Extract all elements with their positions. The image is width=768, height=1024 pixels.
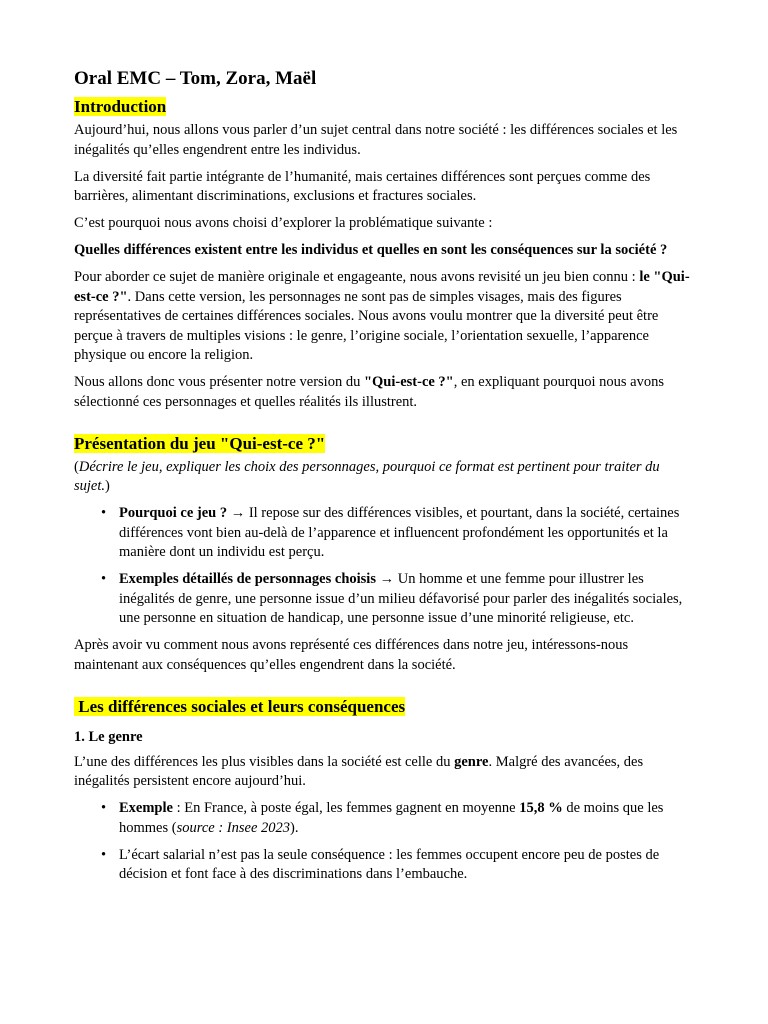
game-note-open: ( bbox=[74, 458, 79, 475]
example-text-a: : En France, à poste égal, les femmes gagnent en moyenne bbox=[172, 800, 520, 816]
heading-game-presentation: Présentation du jeu "Qui-est-ce ?" bbox=[74, 433, 326, 453]
heading-introduction: Introduction bbox=[74, 97, 167, 116]
intro-p4-bold: le "Qui-est-ce ?" bbox=[74, 269, 690, 305]
intro-p4-text-a: Pour aborder ce sujet de manière originale et engageante, nous avons revisité un jeu bien connu : bbox=[74, 269, 640, 285]
intro-p5-bold: "Qui-est-ce ?" bbox=[363, 374, 454, 390]
example-label: Exemple bbox=[119, 800, 173, 816]
gender-bullet-list bbox=[74, 799, 696, 885]
intro-paragraph-2: La diversité fait partie intégrante de l’humanité, mais certaines différences sont perçues comme des barrières, alimentant discriminations, exclusions et fractures sociales. bbox=[74, 168, 651, 204]
subheading-gender: 1. Le genre bbox=[74, 728, 143, 745]
example-percentage: 15,8 % bbox=[519, 800, 563, 816]
example-text-b: de moins que les hommes ( bbox=[119, 800, 664, 836]
intro-paragraph-5 bbox=[74, 373, 696, 412]
game-note-italic: Décrire le jeu, expliquer les choix des personnages, pourquoi ce format est pertinent pour traiter du sujet. bbox=[74, 458, 660, 494]
bullet-2-text: Un homme et une femme pour illustrer les inégalités de genre, une personne issue d’un milieu défavorisé pour parler des inégalités sociales, une personne en situation de handicap, une personne issue d’une minorité religieuse, etc. bbox=[119, 571, 683, 626]
bullet-marker: • bbox=[101, 571, 107, 587]
bullet-2-bold: Exemples détaillés de personnages choisis → bbox=[119, 571, 395, 587]
gender-paragraph bbox=[74, 753, 696, 792]
heading-social-differences: Les différences sociales et leurs conséquences bbox=[74, 696, 406, 716]
intro-paragraph-3: C’est pourquoi nous avons choisi d’explorer la problématique suivante : bbox=[74, 215, 493, 231]
gender-p-text-b: . Malgré des avancées, des inégalités persistent encore aujourd’hui. bbox=[74, 753, 644, 789]
intro-p4-text-b: . Dans cette version, les personnages ne sont pas de simples visages, mais des figures représentatives de certaines différences sociales. Nous avons voulu montrer que la diversité peut être perçue à travers de multiples visions : le genre, l’origine sociale, l’orientation sexuelle, l’apparence physique ou encore la religion. bbox=[74, 288, 659, 363]
game-bullet-list bbox=[74, 504, 696, 629]
problem-question: Quelles différences existent entre les individus et quelles en sont les conséquences sur la société ? bbox=[74, 242, 668, 258]
list-item bbox=[101, 504, 696, 563]
example-source: source : Insee 2023 bbox=[176, 819, 291, 836]
game-transition: Après avoir vu comment nous avons représenté ces différences dans notre jeu, intéressons-nous maintenant aux conséquences qu’elles engendrent dans la société. bbox=[74, 637, 629, 673]
intro-paragraph-1: Aujourd’hui, nous allons vous parler d’un sujet central dans notre société : les différences sociales et les inégalités qu’elles engendrent entre les individus. bbox=[74, 122, 678, 158]
intro-paragraph-4 bbox=[74, 268, 696, 366]
bullet-1-bold: Pourquoi ce jeu ? → bbox=[119, 505, 246, 521]
document-content bbox=[74, 66, 696, 892]
gender-p-bold: genre bbox=[454, 753, 489, 770]
intro-p5-text-a: Nous allons donc vous présenter notre version du bbox=[74, 374, 364, 390]
list-item bbox=[101, 846, 696, 885]
example-text-c: ). bbox=[290, 819, 299, 836]
bullet-marker: • bbox=[101, 800, 107, 816]
bullet-marker: • bbox=[101, 846, 107, 863]
list-item bbox=[101, 799, 696, 838]
wage-gap-text: L’écart salarial n’est pas la seule conséquence : les femmes occupent encore peu de postes de décision et font face à des discriminations dans l’embauche. bbox=[119, 846, 660, 882]
bullet-1-text: Il repose sur des différences visibles, et pourtant, dans la société, certaines différences vont bien au-delà de l’apparence et influencent profondément les opportunités et la manière dont un individu est perçu. bbox=[119, 505, 680, 560]
bullet-marker: • bbox=[101, 505, 107, 521]
gender-p-text-a: L’une des différences les plus visibles dans la société est celle du bbox=[74, 753, 455, 770]
document-title: Oral EMC – Tom, Zora, Maël bbox=[74, 68, 317, 89]
game-note-close: ) bbox=[105, 478, 110, 494]
list-item bbox=[101, 570, 696, 629]
game-note bbox=[74, 458, 696, 497]
intro-p5-text-b: , en expliquant pourquoi nous avons sélectionné ces personnages et quelles réalités ils illustrent. bbox=[74, 374, 664, 410]
